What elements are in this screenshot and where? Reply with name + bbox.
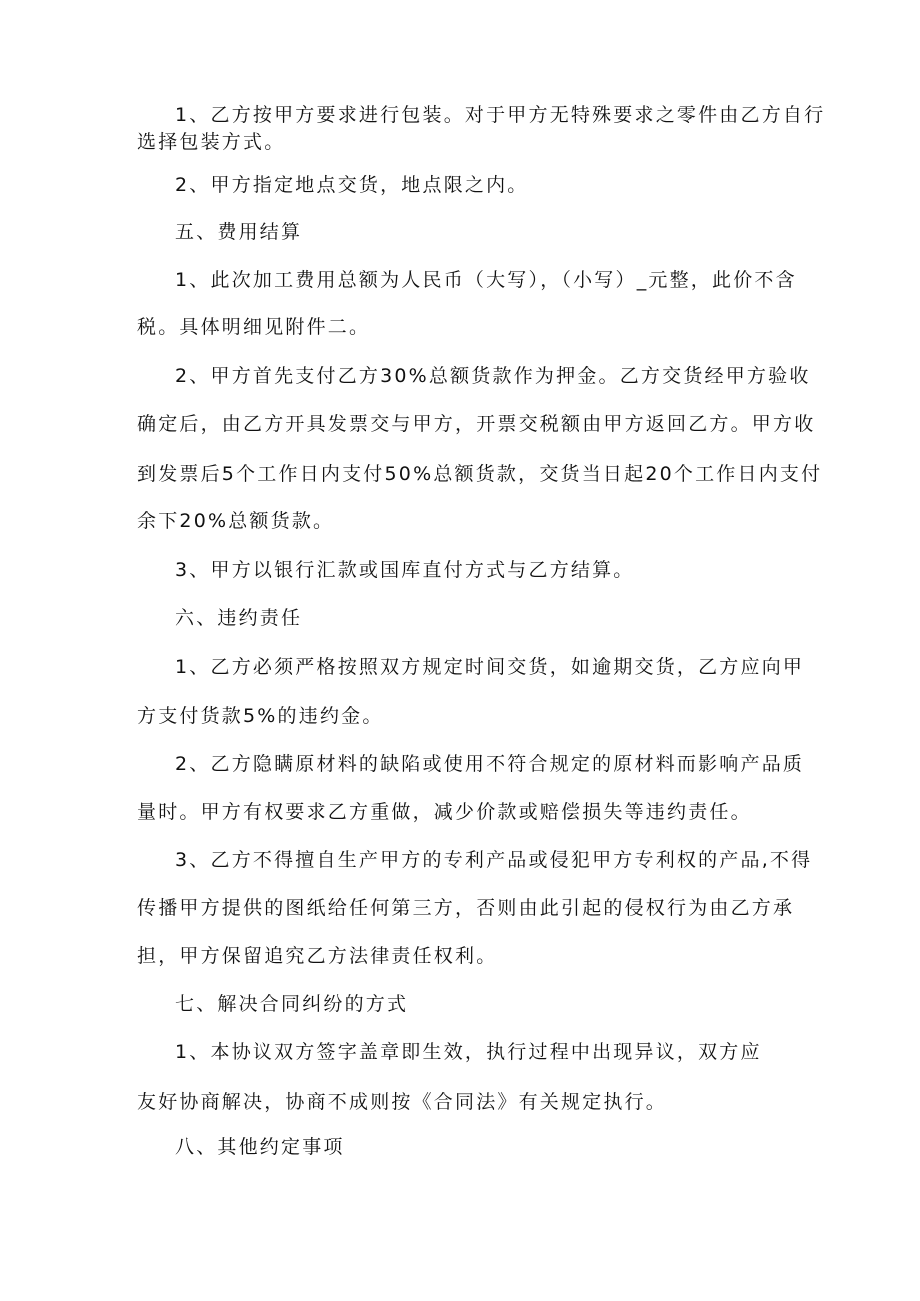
text-line: 3、乙方不得擅自生产甲方的专利产品或侵犯甲方专利权的产品,不得: [175, 849, 813, 871]
text-line: 1、乙方按甲方要求进行包装。对于甲方无特殊要求之零件由乙方自行: [175, 104, 826, 126]
text-line: 友好协商解决，协商不成则按《合同法》有关规定执行。: [137, 1091, 668, 1113]
text-line: 方支付货款5%的违约金。: [137, 705, 384, 727]
section-heading: 七、解决合同纠纷的方式: [175, 993, 409, 1015]
text-line: 1、乙方必须严格按照双方规定时间交货，如逾期交货，乙方应向甲: [175, 656, 805, 678]
text-line: 2、甲方指定地点交货，地点限之内。: [175, 174, 529, 196]
text-line: 税。具体明细见附件二。: [137, 316, 371, 338]
section-heading: 六、违约责任: [175, 607, 303, 629]
text-line: 2、乙方隐瞒原材料的缺陷或使用不符合规定的原材料而影响产品质: [175, 753, 805, 775]
text-line: 确定后，由乙方开具发票交与甲方，开票交税额由甲方返回乙方。甲方收: [137, 413, 816, 435]
text-line: 到发票后5个工作日内支付50%总额货款，交货当日起20个工作日内支付: [137, 463, 823, 485]
text-line: 2、甲方首先支付乙方30%总额货款作为押金。乙方交货经甲方验收: [175, 365, 811, 387]
text-line: 3、甲方以银行汇款或国库直付方式与乙方结算。: [175, 559, 635, 581]
section-heading: 五、费用结算: [175, 221, 303, 243]
section-heading: 八、其他约定事项: [175, 1136, 345, 1158]
text-line: 1、此次加工费用总额为人民币（大写），（小写）_元整，此价不含: [175, 269, 797, 291]
text-line: 余下20%总额货款。: [137, 510, 335, 532]
text-line: 1、本协议双方签字盖章即生效，执行过程中出现异议，双方应: [175, 1041, 762, 1063]
text-line: 传播甲方提供的图纸给任何第三方，否则由此引起的侵权行为由乙方承: [137, 897, 795, 919]
text-line: 选择包装方式。: [137, 131, 286, 153]
text-line: 担，甲方保留追究乙方法律责任权利。: [137, 945, 498, 967]
text-line: 量时。甲方有权要求乙方重做，减少价款或赔偿损失等违约责任。: [137, 801, 752, 823]
